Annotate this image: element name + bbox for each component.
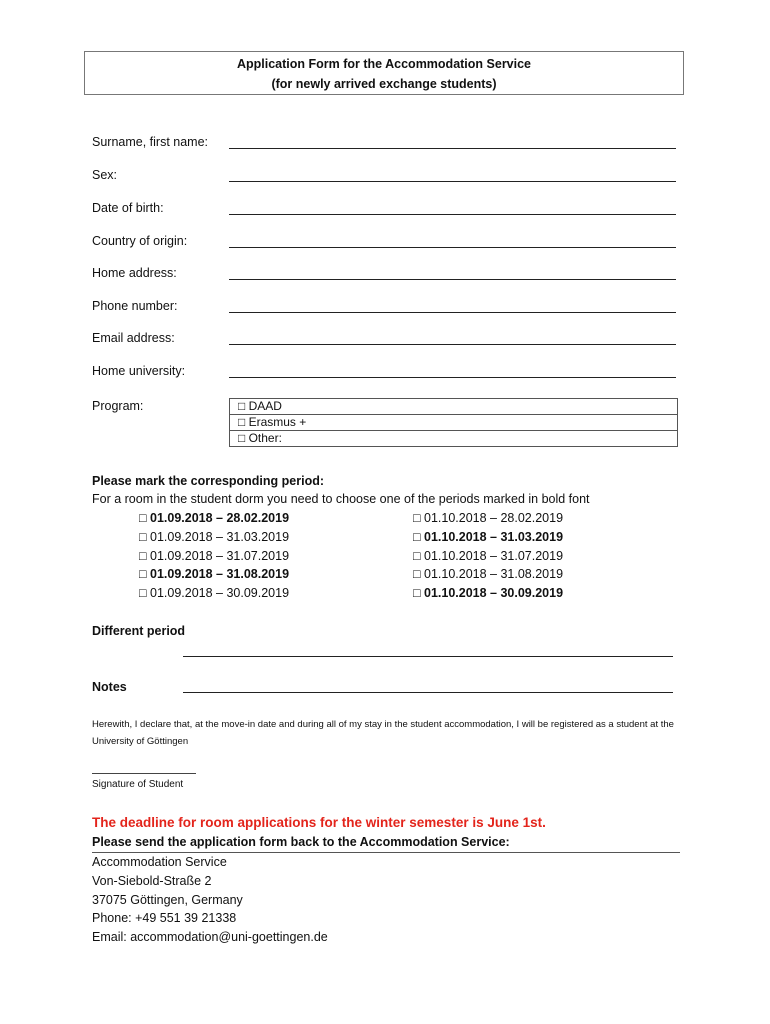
period-instructions: For a room in the student dorm you need to choose one of the periods marked in bold font bbox=[92, 492, 590, 506]
address-line: Von-Siebold-Straße 2 bbox=[92, 874, 212, 888]
date-of-birth-field[interactable] bbox=[229, 214, 676, 215]
home-address-label: Home address: bbox=[92, 266, 177, 280]
form-title: Application Form for the Accommodation Service bbox=[236, 57, 532, 71]
program-options-table bbox=[229, 398, 678, 447]
divider bbox=[92, 852, 680, 853]
country-of-origin-label: Country of origin: bbox=[92, 234, 188, 248]
period-option[interactable]: □ 01.09.2018 – 31.08.2019 bbox=[139, 567, 290, 581]
email-address-label: Email address: bbox=[92, 331, 175, 345]
send-back-heading: Please send the application form back to the Accommodation Service: bbox=[92, 835, 510, 849]
email-line[interactable]: Email: accommodation@uni-goettingen.de bbox=[92, 930, 328, 944]
phone-line: Phone: +49 551 39 21338 bbox=[92, 911, 237, 925]
email-address-field[interactable] bbox=[229, 344, 676, 345]
deadline-notice: The deadline for room applications for the winter semester is June 1st. bbox=[92, 815, 546, 830]
different-period-label: Different period bbox=[92, 624, 186, 638]
surname-label: Surname, first name: bbox=[92, 135, 209, 149]
period-option[interactable]: □ 01.10.2018 – 31.08.2019 bbox=[413, 567, 564, 581]
home-university-field[interactable] bbox=[229, 377, 676, 378]
sex-label: Sex: bbox=[92, 168, 118, 182]
program-label: Program: bbox=[92, 399, 144, 413]
form-title-box bbox=[84, 51, 684, 95]
program-option-daad[interactable]: □ DAAD bbox=[230, 399, 678, 415]
program-option-other[interactable]: □ Other: bbox=[230, 431, 678, 447]
phone-number-label: Phone number: bbox=[92, 299, 178, 313]
period-heading: Please mark the corresponding period: bbox=[92, 474, 325, 488]
period-option[interactable]: □ 01.10.2018 – 28.02.2019 bbox=[413, 511, 564, 525]
home-university-label: Home university: bbox=[92, 364, 186, 378]
program-option-erasmus[interactable]: □ Erasmus + bbox=[230, 415, 678, 431]
date-of-birth-label: Date of birth: bbox=[92, 201, 164, 215]
sex-field[interactable] bbox=[229, 181, 676, 182]
period-option[interactable]: □ 01.09.2018 – 28.02.2019 bbox=[139, 511, 290, 525]
home-address-field[interactable] bbox=[229, 279, 676, 280]
address-line: Accommodation Service bbox=[92, 855, 227, 869]
surname-field[interactable] bbox=[229, 148, 676, 149]
period-option[interactable]: □ 01.09.2018 – 31.03.2019 bbox=[139, 530, 290, 544]
signature-line[interactable] bbox=[92, 773, 196, 774]
notes-label: Notes bbox=[92, 680, 127, 694]
notes-field[interactable] bbox=[183, 692, 673, 693]
period-option[interactable]: □ 01.10.2018 – 31.03.2019 bbox=[413, 530, 564, 544]
different-period-field[interactable] bbox=[183, 656, 673, 657]
declaration-text: Herewith, I declare that, at the move-in date and during all of my stay in the student accommodation, I will be registered as a student at the University of Göttingen bbox=[92, 719, 674, 747]
form-subtitle: (for newly arrived exchange students) bbox=[271, 77, 497, 91]
period-option[interactable]: □ 01.09.2018 – 31.07.2019 bbox=[139, 549, 290, 563]
period-option[interactable]: □ 01.09.2018 – 30.09.2019 bbox=[139, 586, 290, 600]
period-option[interactable]: □ 01.10.2018 – 30.09.2019 bbox=[413, 586, 564, 600]
period-option[interactable]: □ 01.10.2018 – 31.07.2019 bbox=[413, 549, 564, 563]
address-line: 37075 Göttingen, Germany bbox=[92, 893, 243, 907]
signature-caption: Signature of Student bbox=[92, 779, 184, 790]
country-of-origin-field[interactable] bbox=[229, 247, 676, 248]
phone-number-field[interactable] bbox=[229, 312, 676, 313]
